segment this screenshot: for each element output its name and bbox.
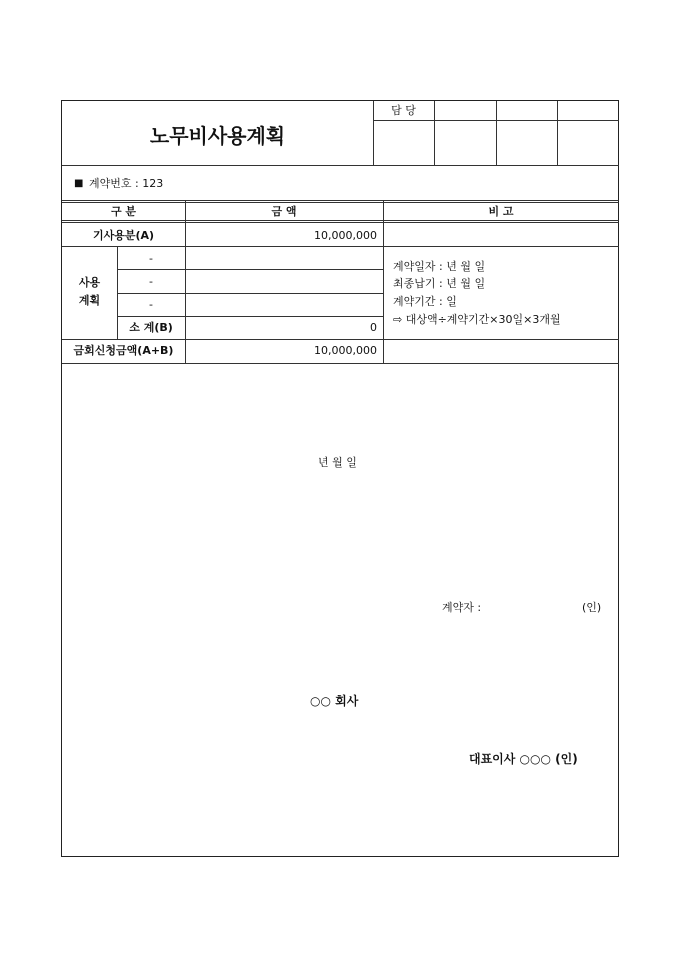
approval-sign-box-1[interactable] (374, 121, 434, 165)
footer-date: 년 월 일 (318, 456, 357, 469)
plan-amount-cell-3[interactable] (186, 294, 383, 316)
subtotal-bottom-line (62, 339, 619, 340)
title-bottom-line (62, 165, 619, 166)
plan-row3-line (117, 316, 383, 317)
row-used-label: 기사용분(A) (92, 229, 155, 242)
plan-amount-cell-1[interactable] (186, 247, 383, 269)
plan-item-3: - (149, 298, 153, 311)
header-bottom-line-2 (62, 222, 619, 223)
subtotal-amount: 0 (370, 321, 377, 334)
plan-amount-cell-2[interactable] (186, 270, 383, 293)
plan-item-1: - (149, 252, 153, 265)
company-name: ○○ 회사 (310, 694, 359, 708)
plan-label-line2: 계획 (78, 294, 101, 307)
remarks-contract-date: 계약일자 : 년 월 일 (393, 260, 486, 273)
row-used-amount: 10,000,000 (314, 229, 377, 242)
table-top-line-2 (62, 202, 619, 203)
header-bottom-line-1 (62, 220, 619, 221)
header-category: 구 분 (110, 205, 137, 218)
contractor-label: 계약자 : (442, 601, 482, 614)
row-total-amount: 10,000,000 (314, 344, 377, 357)
approval-sign-box-2[interactable] (435, 121, 496, 165)
row-total-label: 금회신청금액(A+B) (73, 344, 174, 357)
contract-number-bullet: ■ (74, 178, 84, 189)
contractor-seal: (인) (582, 601, 602, 614)
subtotal-label: 소 계(B) (129, 321, 173, 334)
approval-sign-box-4[interactable] (558, 121, 619, 165)
remarks-formula: ⇨ 대상액÷계약기간×30일×3개월 (393, 313, 561, 326)
contract-number: 계약번호 : 123 (89, 177, 164, 190)
approval-sign-box-3[interactable] (497, 121, 557, 165)
approval-label: 담 당 (391, 104, 416, 117)
remarks-contract-period: 계약기간 : 일 (393, 295, 457, 308)
ceo-signature-line: 대표이사 ○○○ (인) (469, 752, 578, 766)
plan-item-2: - (149, 275, 153, 288)
labor-cost-plan-form (61, 100, 619, 857)
form-title: 노무비사용계획 (149, 124, 286, 148)
header-remarks: 비 고 (488, 205, 514, 218)
remarks-final-delivery: 최종납기 : 년 월 일 (393, 277, 486, 290)
table-top-line-1 (62, 200, 619, 201)
table-bottom-line (62, 363, 619, 364)
plan-label-line1: 사용 (78, 276, 101, 289)
header-amount: 금 액 (271, 205, 297, 218)
